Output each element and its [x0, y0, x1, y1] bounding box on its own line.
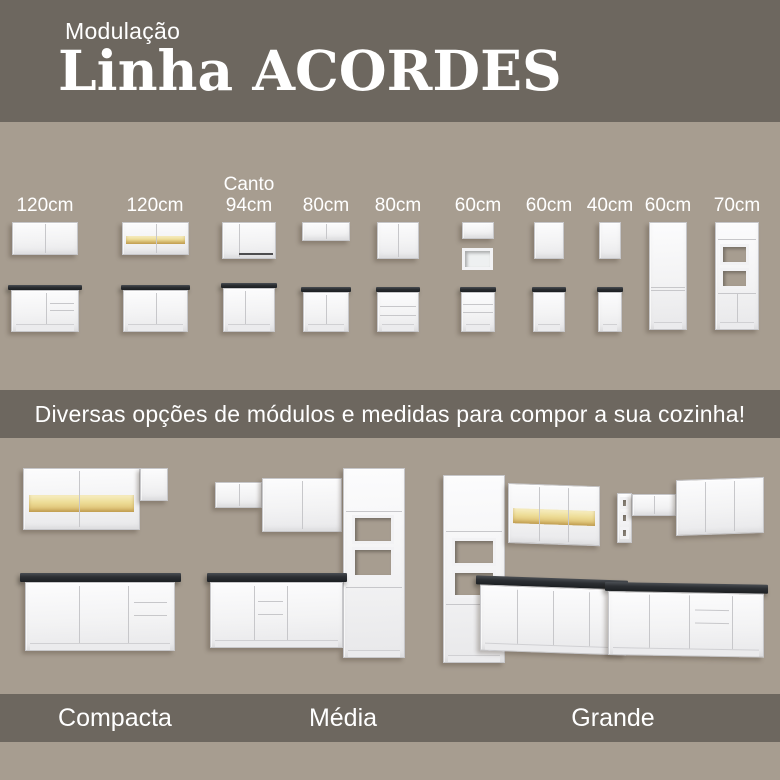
open-niche	[720, 244, 749, 265]
door-divider	[651, 287, 684, 288]
module-column-canto-94cm	[219, 122, 279, 390]
module-column-60cm-a	[454, 122, 502, 390]
base-cabinet	[303, 292, 349, 332]
oven-tower-cabinet	[343, 468, 405, 658]
header	[0, 0, 780, 122]
module-size-label	[358, 195, 438, 216]
plinth	[382, 324, 414, 331]
drawer-line	[380, 306, 417, 307]
door-divider	[79, 471, 80, 526]
module-size-label	[203, 174, 295, 216]
light-strip	[29, 495, 135, 511]
plinth	[128, 324, 183, 331]
banner-text: Diversas opções de módulos e medidas para compor a sua cozinha!	[34, 400, 746, 427]
size-text: 70cm	[713, 195, 761, 216]
plinth	[228, 324, 270, 331]
corner-wall-cabinet	[222, 222, 276, 259]
open-niche	[720, 268, 749, 289]
module-size-label	[283, 195, 369, 216]
drawer-line	[50, 310, 74, 311]
module-size-label	[0, 195, 100, 216]
module-column-40cm	[586, 122, 634, 390]
drawer-base-cabinet	[377, 292, 419, 332]
door-divider	[254, 586, 255, 645]
module-size-label	[695, 195, 779, 216]
drawer-line	[718, 239, 757, 240]
door-divider	[156, 224, 157, 253]
kitchen-label-grande: Grande	[571, 704, 655, 732]
drawer-line	[695, 622, 729, 624]
kitchen-label-compacta: Compacta	[58, 704, 172, 732]
drawer-line	[134, 615, 167, 616]
banner	[0, 390, 780, 438]
plinth	[720, 322, 754, 329]
wall-cabinet-short	[140, 468, 168, 501]
base-cabinet	[123, 290, 188, 332]
door-divider	[737, 293, 738, 323]
door-divider	[346, 587, 401, 588]
tall-cabinet	[649, 222, 687, 330]
module-column-60cm-tall	[645, 122, 691, 390]
door-divider	[651, 290, 684, 291]
door-divider	[128, 586, 129, 648]
drawer-line	[380, 315, 417, 316]
module-size-label	[102, 195, 208, 216]
size-text: 60cm	[454, 195, 502, 216]
size-text: 40cm	[586, 195, 634, 216]
plinth	[215, 640, 338, 647]
wall-cabinet	[377, 222, 419, 259]
shelf-shadow	[239, 253, 274, 255]
open-niche	[462, 248, 493, 270]
wall-cabinet	[12, 222, 78, 255]
base-cabinet-narrow	[598, 292, 622, 332]
module-column-120cm-b	[118, 122, 192, 390]
plinth	[654, 322, 682, 329]
wall-cabinet	[534, 222, 564, 259]
module-size-label	[513, 195, 585, 216]
kitchen-grande	[438, 458, 772, 672]
door-divider	[79, 586, 80, 648]
size-text: 120cm	[16, 195, 74, 216]
size-text: 80cm	[302, 195, 350, 216]
plinth	[603, 324, 617, 331]
door-divider	[326, 224, 327, 240]
size-text: 120cm	[126, 195, 184, 216]
door-divider	[689, 596, 690, 653]
door-divider	[239, 224, 240, 256]
oven-tower-cabinet	[715, 222, 759, 330]
plinth	[538, 324, 560, 331]
wall-cabinet-short	[302, 222, 350, 241]
header-kicker: Modulação	[65, 18, 181, 44]
drawer-line	[463, 312, 492, 313]
drawer-line	[134, 602, 167, 603]
base-cabinet-run	[210, 582, 343, 648]
plinth	[308, 324, 344, 331]
corner-base-cabinet	[223, 288, 275, 332]
plinth	[16, 324, 74, 331]
countertop	[207, 573, 347, 582]
door-divider	[287, 586, 288, 645]
module-column-80cm-a	[299, 122, 353, 390]
door-divider	[398, 224, 399, 256]
drawer-line	[463, 304, 492, 305]
module-column-60cm-b	[525, 122, 573, 390]
door-divider	[732, 597, 733, 654]
base-cabinet-run	[608, 591, 764, 658]
wall-cabinet-lighted	[122, 222, 189, 255]
drawer-line	[258, 614, 283, 615]
module-size-label	[441, 195, 515, 216]
wall-cabinet-short	[462, 222, 494, 239]
door-divider	[45, 224, 46, 253]
door-divider	[649, 595, 650, 652]
kitchen-compacta	[18, 458, 184, 670]
size-text: 60cm	[525, 195, 573, 216]
module-column-120cm-a	[6, 122, 84, 390]
size-text: 94cm	[225, 195, 273, 216]
drawer-line	[695, 610, 729, 612]
base-cabinet-run	[25, 582, 175, 651]
kitchen-size-band	[0, 694, 780, 742]
plinth	[30, 643, 170, 650]
wall-cabinet-lighted	[23, 468, 140, 530]
kitchen-media	[197, 458, 415, 670]
kitchen-label-media: Média	[308, 704, 378, 732]
door-divider	[302, 481, 303, 529]
base-cabinet	[533, 292, 565, 332]
modules-section	[0, 122, 780, 390]
wall-cabinet-short	[215, 482, 262, 508]
drawer-line	[258, 601, 283, 602]
plinth	[348, 650, 400, 657]
door-divider	[239, 484, 240, 506]
door-divider	[346, 511, 401, 512]
base-run-right	[438, 458, 772, 678]
plinth	[466, 324, 490, 331]
open-niche	[352, 515, 394, 544]
base-cabinet	[11, 290, 79, 332]
countertop	[20, 573, 181, 582]
wall-cabinet	[262, 478, 342, 532]
drawer-base-cabinet	[461, 292, 495, 332]
open-niche	[352, 547, 394, 578]
page-title: Linha ACORDES	[58, 38, 562, 103]
size-text: 80cm	[374, 195, 422, 216]
module-column-80cm-b	[374, 122, 422, 390]
plinth	[613, 647, 759, 657]
size-text-top: Canto	[223, 174, 275, 195]
size-text: 60cm	[644, 195, 692, 216]
drawer-line	[50, 303, 74, 304]
module-column-70cm-tower	[711, 122, 763, 390]
wall-cabinet-narrow	[599, 222, 621, 259]
